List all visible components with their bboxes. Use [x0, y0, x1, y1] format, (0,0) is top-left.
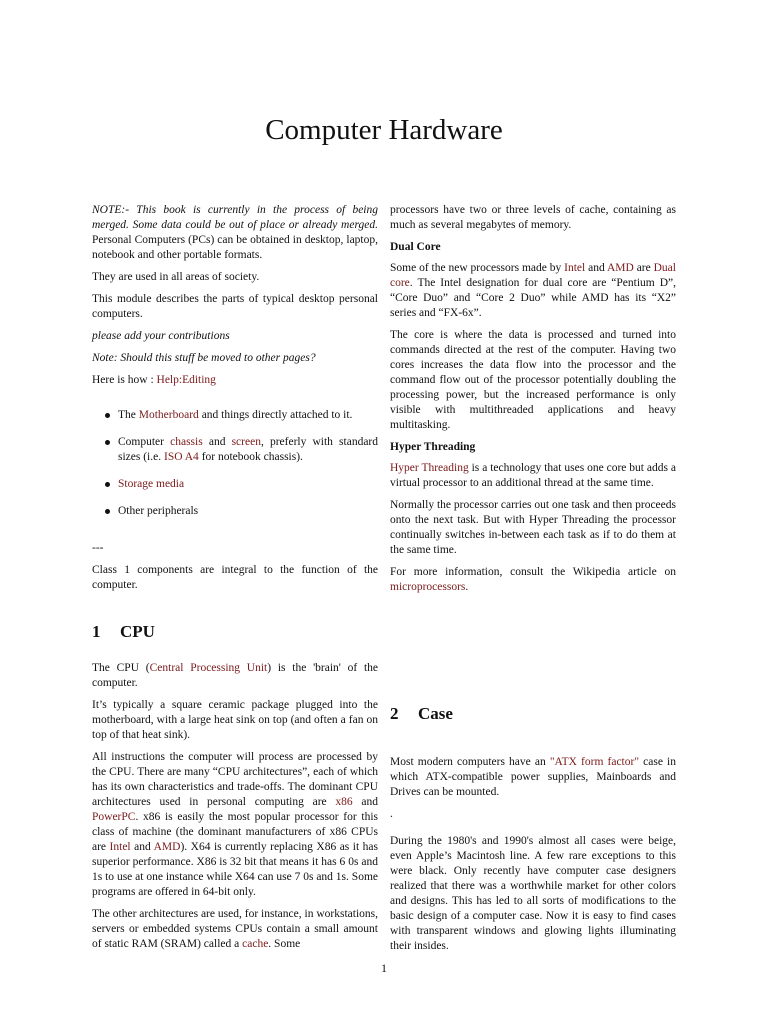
- motherboard-link[interactable]: Motherboard: [138, 409, 199, 421]
- help-editing-link[interactable]: Help:Editing: [156, 374, 216, 386]
- dual-core-paragraph-1: Some of the new processors made by Intel and AMD are Dual core. The Intel designation for dual core are “Pentium D”, “Core Duo” and “Core 2 Duo” while AMD has its “X2” series and “FX-6x”.: [390, 262, 676, 319]
- iso-a4-link[interactable]: ISO A4: [163, 451, 199, 463]
- left-column: [92, 203, 378, 959]
- components-list: [92, 408, 378, 519]
- list-item: Other peripherals: [92, 504, 378, 519]
- hyper-threading-paragraph-2: Normally the processor carries out one task and then proceeds onto the next task. But with Hyper Threading the processor continually switches in-between each task as if to do them at the same time.: [390, 499, 676, 556]
- amd-link[interactable]: AMD: [153, 841, 181, 853]
- cpu-heading: 1 CPU: [92, 622, 155, 641]
- class1-paragraph: Class 1 components are integral to the function of the computer.: [92, 564, 378, 591]
- atx-form-factor-link[interactable]: "ATX form factor": [549, 756, 640, 768]
- cpu-paragraph-3: All instructions the computer will process are processed by the CPU. There are many “CPU architectures”, each of which has its own characteristics and trade-offs. The dominant CPU architectures used in personal computing are x86 and PowerPC. x86 is easily the most popular processor for this class of machine (the dominant manufacturers of x86 CPUs are Intel and AMD). X64 is currently replacing X86 as it has superior performance. X86 is 32 bit that means it has 6 0s and 1s to use at one instance while X64 can use 7 0s and 1s. Some programs are offered in 64-bit only.: [92, 751, 379, 898]
- cpu-paragraph-2: It’s typically a square ceramic package plugged into the motherboard, with a large heat sink on top (and often a fan on top of that heat sink).: [92, 699, 378, 741]
- case-paragraph-1: Most modern computers have an "ATX form factor" case in which ATX-compatible power supplies, Mainboards and Drives can be mounted.: [390, 756, 677, 798]
- list-item: [92, 477, 378, 492]
- hyper-threading-heading: Hyper Threading: [390, 441, 476, 453]
- intel-link[interactable]: Intel: [564, 262, 586, 274]
- hyper-threading-paragraph-1: Hyper Threading is a technology that uses one core but adds a virtual processor to an additional thread at the same time.: [390, 462, 676, 489]
- amd-link[interactable]: AMD: [606, 262, 634, 274]
- dual-core-paragraph-2: The core is where the data is processed and turned into commands directed at the rest of the computer. Having two cores increases the data flow into the processor and the command flow out of the processor potentially doubling the processing power, but the increased performance is only visible with multithreaded applications and heavy multitasking.: [390, 329, 676, 431]
- screen-link[interactable]: screen: [231, 436, 261, 448]
- right-column: [390, 203, 676, 961]
- moved-paragraph: Note: Should this stuff be moved to other pages?: [92, 352, 316, 364]
- page-number: 1: [381, 961, 387, 975]
- hyper-threading-link[interactable]: Hyper Threading: [390, 462, 469, 474]
- intel-link[interactable]: Intel: [109, 841, 131, 853]
- cache-continued-paragraph: processors have two or three levels of cache, containing as much as several megabytes of memory.: [390, 204, 676, 231]
- note-italic: NOTE:- This book is currently in the process of being merged. Some data could be out of place or already merged.: [92, 204, 378, 231]
- list-item: The Motherboard and things directly attached to it.: [92, 408, 378, 423]
- module-paragraph: This module describes the parts of typical desktop personal computers.: [92, 293, 378, 320]
- page-title: Computer Hardware: [265, 114, 503, 146]
- society-paragraph: They are used in all areas of society.: [92, 271, 260, 283]
- cache-link[interactable]: cache: [242, 938, 269, 950]
- case-heading: 2 Case: [390, 704, 453, 723]
- dashes: ---: [92, 542, 104, 554]
- hyper-threading-paragraph-3: For more information, consult the Wikipedia article on microprocessors.: [390, 566, 676, 593]
- case-dot: .: [390, 808, 393, 820]
- cpu-paragraph-1: The CPU (Central Processing Unit) is the 'brain' of the computer.: [92, 662, 378, 689]
- note-paragraph: NOTE:- This book is currently in the process of being merged. Some data could be out of place or already merged. Personal Computers (PCs) can be obtained in desktop, laptop, notebook and other portable formats.: [92, 204, 378, 261]
- x86-link[interactable]: x86: [335, 796, 353, 808]
- dual-core-link[interactable]: Dual core: [390, 262, 676, 289]
- contrib-paragraph: please add your contributions: [92, 330, 230, 342]
- list-item: Computer chassis and screen, preferly with standard sizes (i.e. ISO A4 for notebook chassis).: [92, 435, 378, 465]
- storage-media-link[interactable]: Storage media: [118, 478, 185, 490]
- dual-core-heading: Dual Core: [390, 241, 441, 253]
- chassis-link[interactable]: chassis: [170, 436, 203, 448]
- here-paragraph: Here is how : Help:Editing: [92, 374, 216, 386]
- microprocessors-link[interactable]: microprocessors: [390, 581, 466, 593]
- case-paragraph-2: During the 1980's and 1990's almost all cases were beige, even Apple’s Macintosh line. A few rare exceptions to this were black. Only recently have computer case designers realized that there was a worthwhile market for other colors and designs. This has led to all sorts of modifications to the basic design of a computer case. Now it is easy to find cases with transparent windows and glowing lights illuminating their insides.: [390, 835, 676, 952]
- cpu-paragraph-4: The other architectures are used, for instance, in workstations, servers or embedded systems CPUs contain a small amount of static RAM (SRAM) called a cache. Some: [92, 908, 378, 950]
- cpu-link[interactable]: Central Processing Unit: [149, 662, 268, 674]
- powerpc-link[interactable]: PowerPC: [92, 811, 136, 823]
